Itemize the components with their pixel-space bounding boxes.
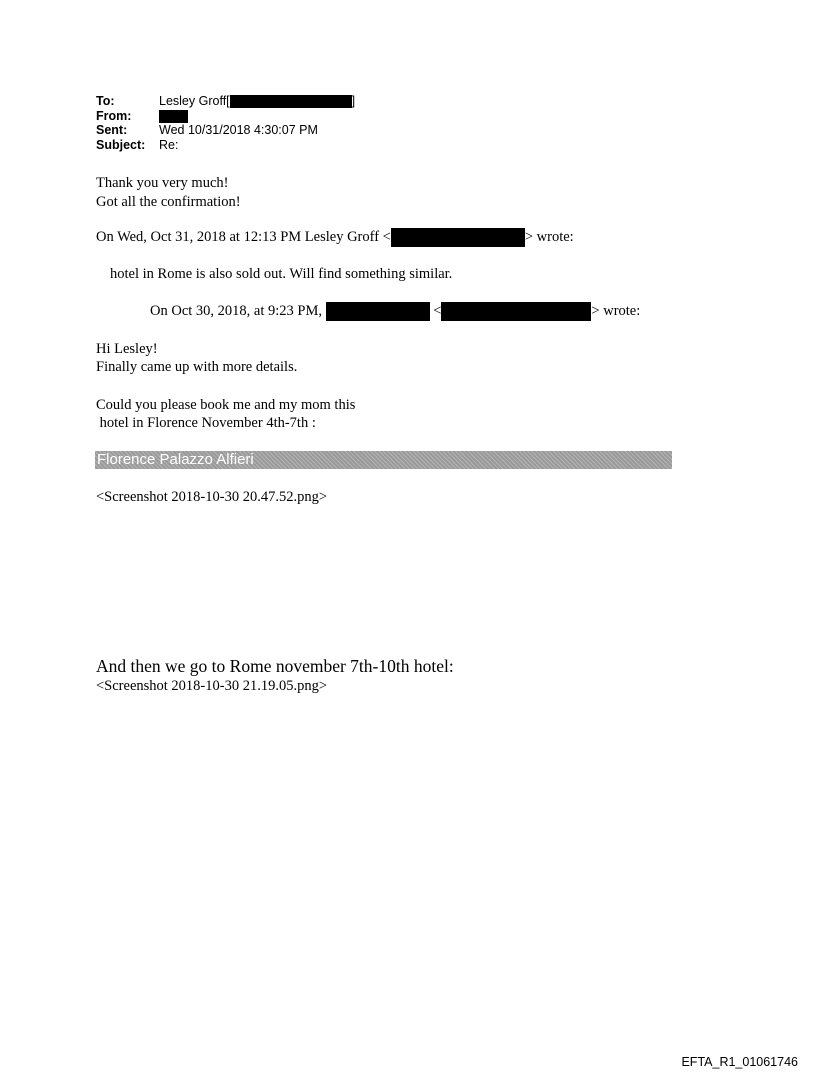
to-close: ]: [351, 94, 356, 108]
redaction-block: [391, 228, 525, 247]
redaction-block: [230, 95, 352, 108]
body-line: hotel in Rome is also sold out. Will find something similar.: [110, 266, 453, 282]
quote-header-prefix: On Oct 30, 2018, at 9:23 PM,: [150, 303, 322, 319]
quote-header-prefix: On Wed, Oct 31, 2018 at 12:13 PM Lesley Groff <: [96, 229, 391, 245]
quote-header-suffix: > wrote:: [591, 303, 641, 319]
quote-header-lt: <: [433, 303, 442, 319]
to-row: [96, 94, 355, 109]
body-line: hotel in Florence November 4th-7th :: [96, 415, 316, 431]
body-line: Thank you very much!: [96, 175, 229, 191]
quote-header-1: [96, 228, 574, 247]
body-line: Could you please book me and my mom this: [96, 397, 356, 413]
sent-row: [96, 123, 355, 138]
florence-hotel-banner: Florence Palazzo Alfieri: [95, 451, 672, 469]
from-row: [96, 109, 355, 124]
body-line: Hi Lesley!: [96, 341, 158, 357]
body-line: Finally came up with more details.: [96, 359, 298, 375]
from-label: From:: [96, 108, 132, 123]
body-line: And then we go to Rome november 7th-10th hotel:: [96, 656, 454, 676]
to-name: Lesley Groff[: [159, 94, 230, 108]
redaction-block: [159, 110, 188, 123]
subject-row: [96, 138, 355, 153]
subject-value: Re:: [159, 137, 179, 152]
from-value: [159, 109, 188, 124]
quote-header-2: [150, 302, 640, 321]
to-label: To:: [96, 94, 115, 108]
email-header: [96, 94, 355, 152]
body-line: Got all the confirmation!: [96, 194, 241, 210]
document-id: EFTA_R1_01061746: [681, 1055, 798, 1069]
quote-header-suffix: > wrote:: [524, 229, 574, 245]
subject-label: Subject:: [96, 137, 146, 152]
attachment-placeholder: <Screenshot 2018-10-30 20.47.52.png>: [96, 489, 328, 505]
redaction-block: [441, 302, 591, 321]
sent-value: Wed 10/31/2018 4:30:07 PM: [159, 123, 318, 137]
to-value: [159, 94, 355, 109]
sent-label: Sent:: [96, 123, 128, 137]
redaction-block: [326, 302, 430, 321]
attachment-placeholder: <Screenshot 2018-10-30 21.19.05.png>: [96, 678, 328, 694]
